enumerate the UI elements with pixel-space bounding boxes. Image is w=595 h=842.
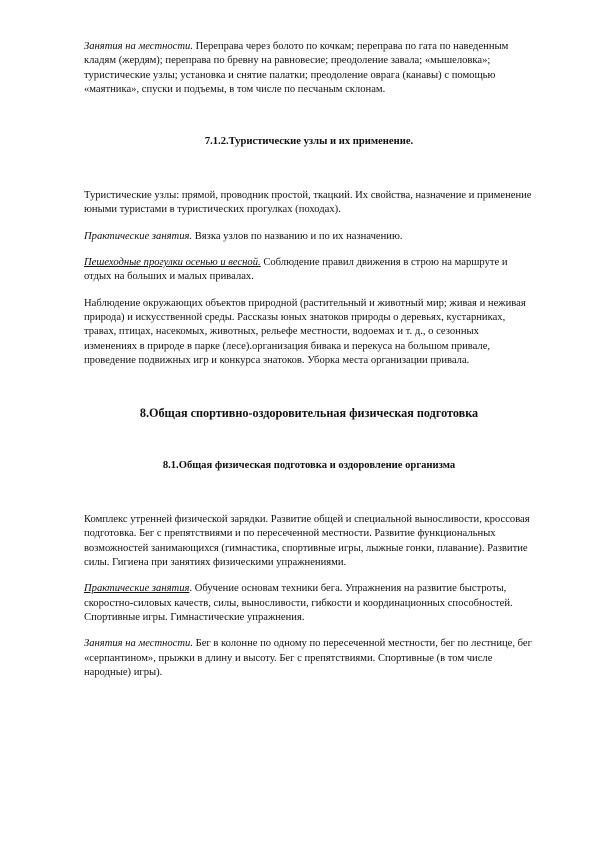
paragraph-lead: Занятия на местности. bbox=[84, 41, 193, 52]
heading-8-1: 8.1.Общая физическая подготовка и оздоровление организма bbox=[162, 460, 456, 472]
paragraph-lead: Пешеходные прогулки осенью и весной. bbox=[84, 257, 261, 269]
paragraph-field-practice-1 bbox=[84, 40, 534, 97]
paragraph-text: Переправа через болото по кочкам; переправа по гата по наведенным кладям (жердям); переправа по бревну на равновесие; преодоление завала; «мышеловка»; туристические узлы; установка и снятие палатки; преодоление оврага (канавы) с помощью «маятника», спуски и подъемы, в том числе по песчаным склонам. bbox=[84, 41, 509, 95]
paragraph-text: Вязка узлов по названию и по их назначению. bbox=[192, 230, 403, 242]
paragraph-lead: Практические занятия. bbox=[84, 230, 193, 242]
heading-7-1-2: 7.1.2.Туристические узлы и их применение. bbox=[204, 136, 414, 148]
paragraph-observation: Наблюдение окружающих объектов природной (растительный и животный мир; живая и неживая природа) и искусственной среды. Рассказы юных знатоков природы о деревьях, кустарниках, травах, птицах, насекомых, животных, рельефе местности, водоемах и т. д., о сезонных изменениях в природе в парке (лесе).организация бивака и перекуса на большом привале, проведение подвижных игр и конкурса знатоков. Уборка места организации привала. bbox=[84, 297, 526, 366]
heading-8: 8.Общая спортивно-оздоровительная физическая подготовка bbox=[139, 406, 479, 421]
paragraph-text: Бег в колонне по одному по пересеченной местности, бег по лестнице, бег «серпантином», прыжки в длину и высоту. Бег с препятствиями. Спортивные (в том числе народные) игры). bbox=[84, 638, 532, 678]
paragraph-knots: Туристические узлы: прямой, проводник простой, ткацкий. Их свойства, назначение и применение юными туристами в туристических прогулках (походах). bbox=[84, 190, 532, 216]
paragraph-physical-training: Комплекс утренней физической зарядки. Развитие общей и специальной выносливости, кроссовая подготовка. Бег с препятствиями и по пересеченной местности. Развитие функциональных возможностей занимающихся (гимнастика, спортивные игры, лыжные гонки, плавание). Развитие силы. Гигиена при занятиях физическими упражнениями. bbox=[84, 514, 530, 569]
paragraph-practice-running bbox=[84, 582, 534, 625]
paragraph-lead: Занятия на местности. bbox=[84, 638, 193, 650]
document-page bbox=[84, 40, 534, 680]
paragraph-field-practice-2 bbox=[84, 637, 534, 680]
paragraph-walks bbox=[84, 256, 534, 285]
paragraph-practice-knots bbox=[84, 230, 534, 244]
paragraph-text: Соблюдение правил движения в строю на маршруте и отдых на больших и малых привалах. bbox=[84, 257, 508, 283]
paragraph-text: . Обучение основам техники бега. Упражнения на развитие быстроты, скоростно-силовых качеств, силы, выносливости, гибкости и координационных способностей. Спортивные игры. Гимнастические упражнения. bbox=[84, 583, 513, 623]
paragraph-lead: Практические занятия bbox=[84, 583, 190, 595]
